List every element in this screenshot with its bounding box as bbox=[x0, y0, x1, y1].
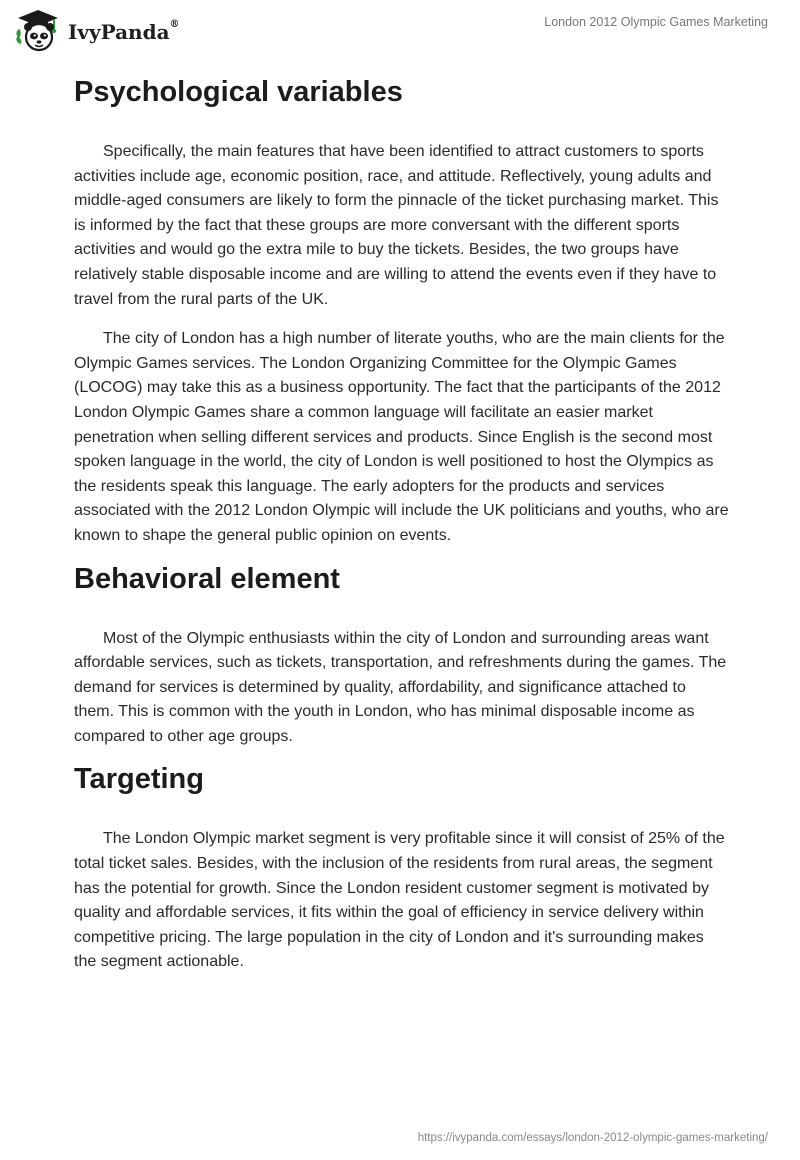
section-heading: Targeting bbox=[74, 763, 204, 796]
section-heading: Behavioral element bbox=[74, 562, 340, 595]
paragraph: The London Olympic market segment is very profitable since it will consist of 25% of the total ticket sales. Besides, with the inclusion of the residents from rural areas, the segment has the potential for growth. Since the London resident customer segment is motivated by quality and affordable services, it fits within the goal of efficiency in service delivery within competitive pricing. The large population in the city of London and it's surrounding makes the segment actionable. bbox=[74, 830, 725, 971]
document-title: London 2012 Olympic Games Marketing bbox=[544, 15, 768, 29]
paragraph: Most of the Olympic enthusiasts within the city of London and surrounding areas want affordable services, such as tickets, transportation, and refreshments during the games. The demand for services is determined by quality, affordability, and significance attached to them. This is common with the youth in London, who has minimal disposable income as compared to other age groups. bbox=[74, 629, 727, 745]
ivypanda-logo[interactable] bbox=[14, 8, 180, 52]
essay-content bbox=[74, 68, 730, 975]
page-header bbox=[0, 0, 800, 60]
paragraph: The city of London has a high number of literate youths, who are the main clients for the Olympic Games services. The London Organizing Committee for the Olympic Games (LOCOG) may take this as a business opportunity. The fact that the participants of the 2012 London Olympic Games share a common language will facilitate an easier market penetration when selling different services and products. Since English is the second most spoken language in the world, the city of London is well positioned to host the Olympics as the residents speak this language. The early adopters for the products and services associated with the 2012 London Olympic will include the UK politicians and youths, who are known to shape the general public opinion on events. bbox=[74, 330, 729, 544]
panda-graduate-icon bbox=[14, 8, 62, 52]
source-url-link[interactable]: https://ivypanda.com/essays/london-2012-olympic-games-marketing/ bbox=[417, 1132, 768, 1144]
paragraph: Specifically, the main features that have been identified to attract customers to sports activities include age, economic position, race, and attitude. Reflectively, young adults and middle-aged consumers are likely to form the pinnacle of the ticket purchasing market. This is informed by the fact that these groups are more conversant with the different sports activities and would go the extra mile to buy the tickets. Besides, the two groups have relatively stable disposable income and are willing to attend the events even if they have to travel from the rural parts of the UK. bbox=[74, 143, 719, 308]
section-heading: Psychological variables bbox=[74, 76, 403, 108]
brand-name: IvyPanda® bbox=[68, 19, 180, 44]
